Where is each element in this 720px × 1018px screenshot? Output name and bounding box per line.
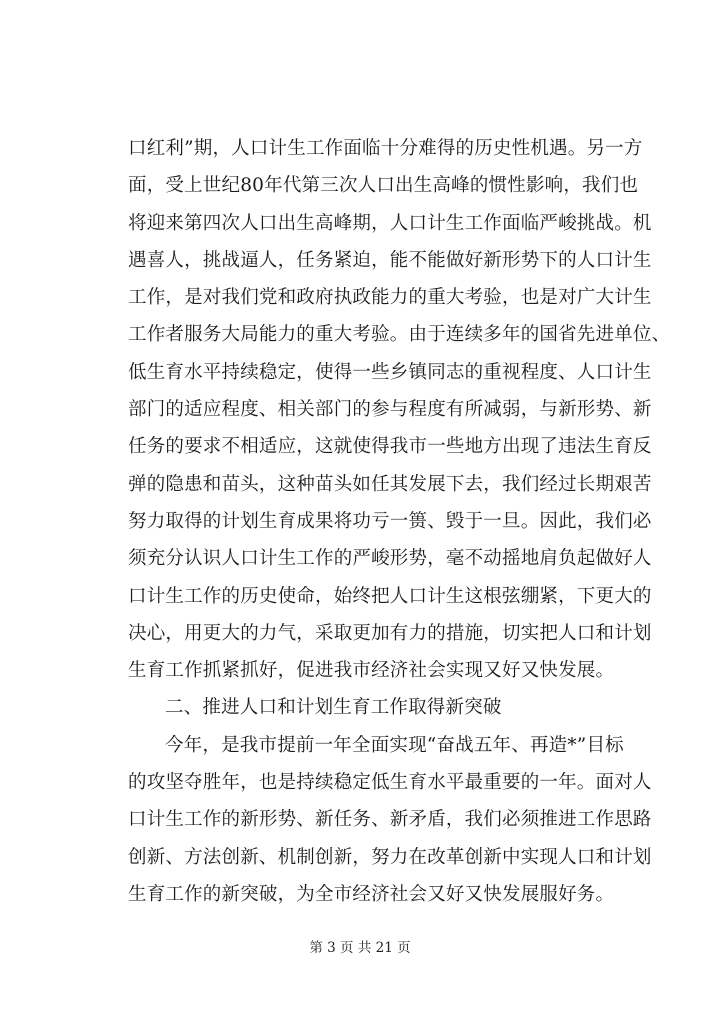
text-line: 口红利”期，人口计生工作面临十分难得的历史性机遇。另一方 [128, 138, 643, 159]
text-line: 决心，用更大的力气，采取更加有力的措施，切实把人口和计划 [128, 622, 652, 644]
text-line: 努力取得的计划生育成果将功亏一篑、毁于一旦。因此，我们必 [128, 510, 652, 532]
section-heading: 二、推进人口和计划生育工作取得新突破 [165, 697, 502, 719]
text-line: 工作者服务大局能力的重大考验。由于连续多年的国省先进单位、 [128, 324, 671, 346]
text-line: 须充分认识人口计生工作的严峻形势，毫不动摇地肩负起做好人 [128, 548, 652, 570]
text-line: 弹的隐患和苗头，这种苗头如任其发展下去，我们经过长期艰苦 [128, 473, 652, 495]
text-line: 工作，是对我们党和政府执政能力的重大考验，也是对广大计生 [128, 287, 652, 309]
text-line: 生育工作的新突破，为全市经济社会又好又快发展服好务。 [128, 883, 615, 905]
text-line: 遇喜人，挑战逼人，任务紧迫，能不能做好新形势下的人口计生 [128, 249, 652, 271]
text-line: 任务的要求不相适应，这就使得我市一些地方出现了违法生育反 [128, 436, 652, 458]
text-line: 低生育水平持续稳定，使得一些乡镇同志的重视程度、人口计生 [128, 361, 652, 383]
body-text [128, 130, 671, 913]
text-line: 生育工作抓紧抓好，促进我市经济社会实现又好又快发展。 [128, 660, 615, 682]
text-line: 将迎来第四次人口出生高峰期，人口计生工作面临严峻挑战。机 [128, 212, 652, 234]
text-line: 口计生工作的历史使命，始终把人口计生这根弦绷紧，下更大的 [128, 585, 652, 607]
text-line: 口计生工作的新形势、新任务、新矛盾，我们必须推进工作思路 [128, 809, 652, 831]
page-number: 第 3 页 共 21 页 [309, 940, 411, 956]
text-line: 的攻坚夺胜年，也是持续稳定低生育水平最重要的一年。面对人 [128, 772, 652, 794]
text-line: 今年，是我市提前一年全面实现“奋战五年、再造*”目标 [165, 734, 624, 756]
text-line: 面，受上世纪80年代第三次人口出生高峰的惯性影响，我们也 [128, 175, 639, 197]
text-line: 创新、方法创新、机制创新，努力在改革创新中实现人口和计划 [128, 846, 652, 868]
text-line: 部门的适应程度、相关部门的参与程度有所减弱，与新形势、新 [128, 399, 652, 421]
